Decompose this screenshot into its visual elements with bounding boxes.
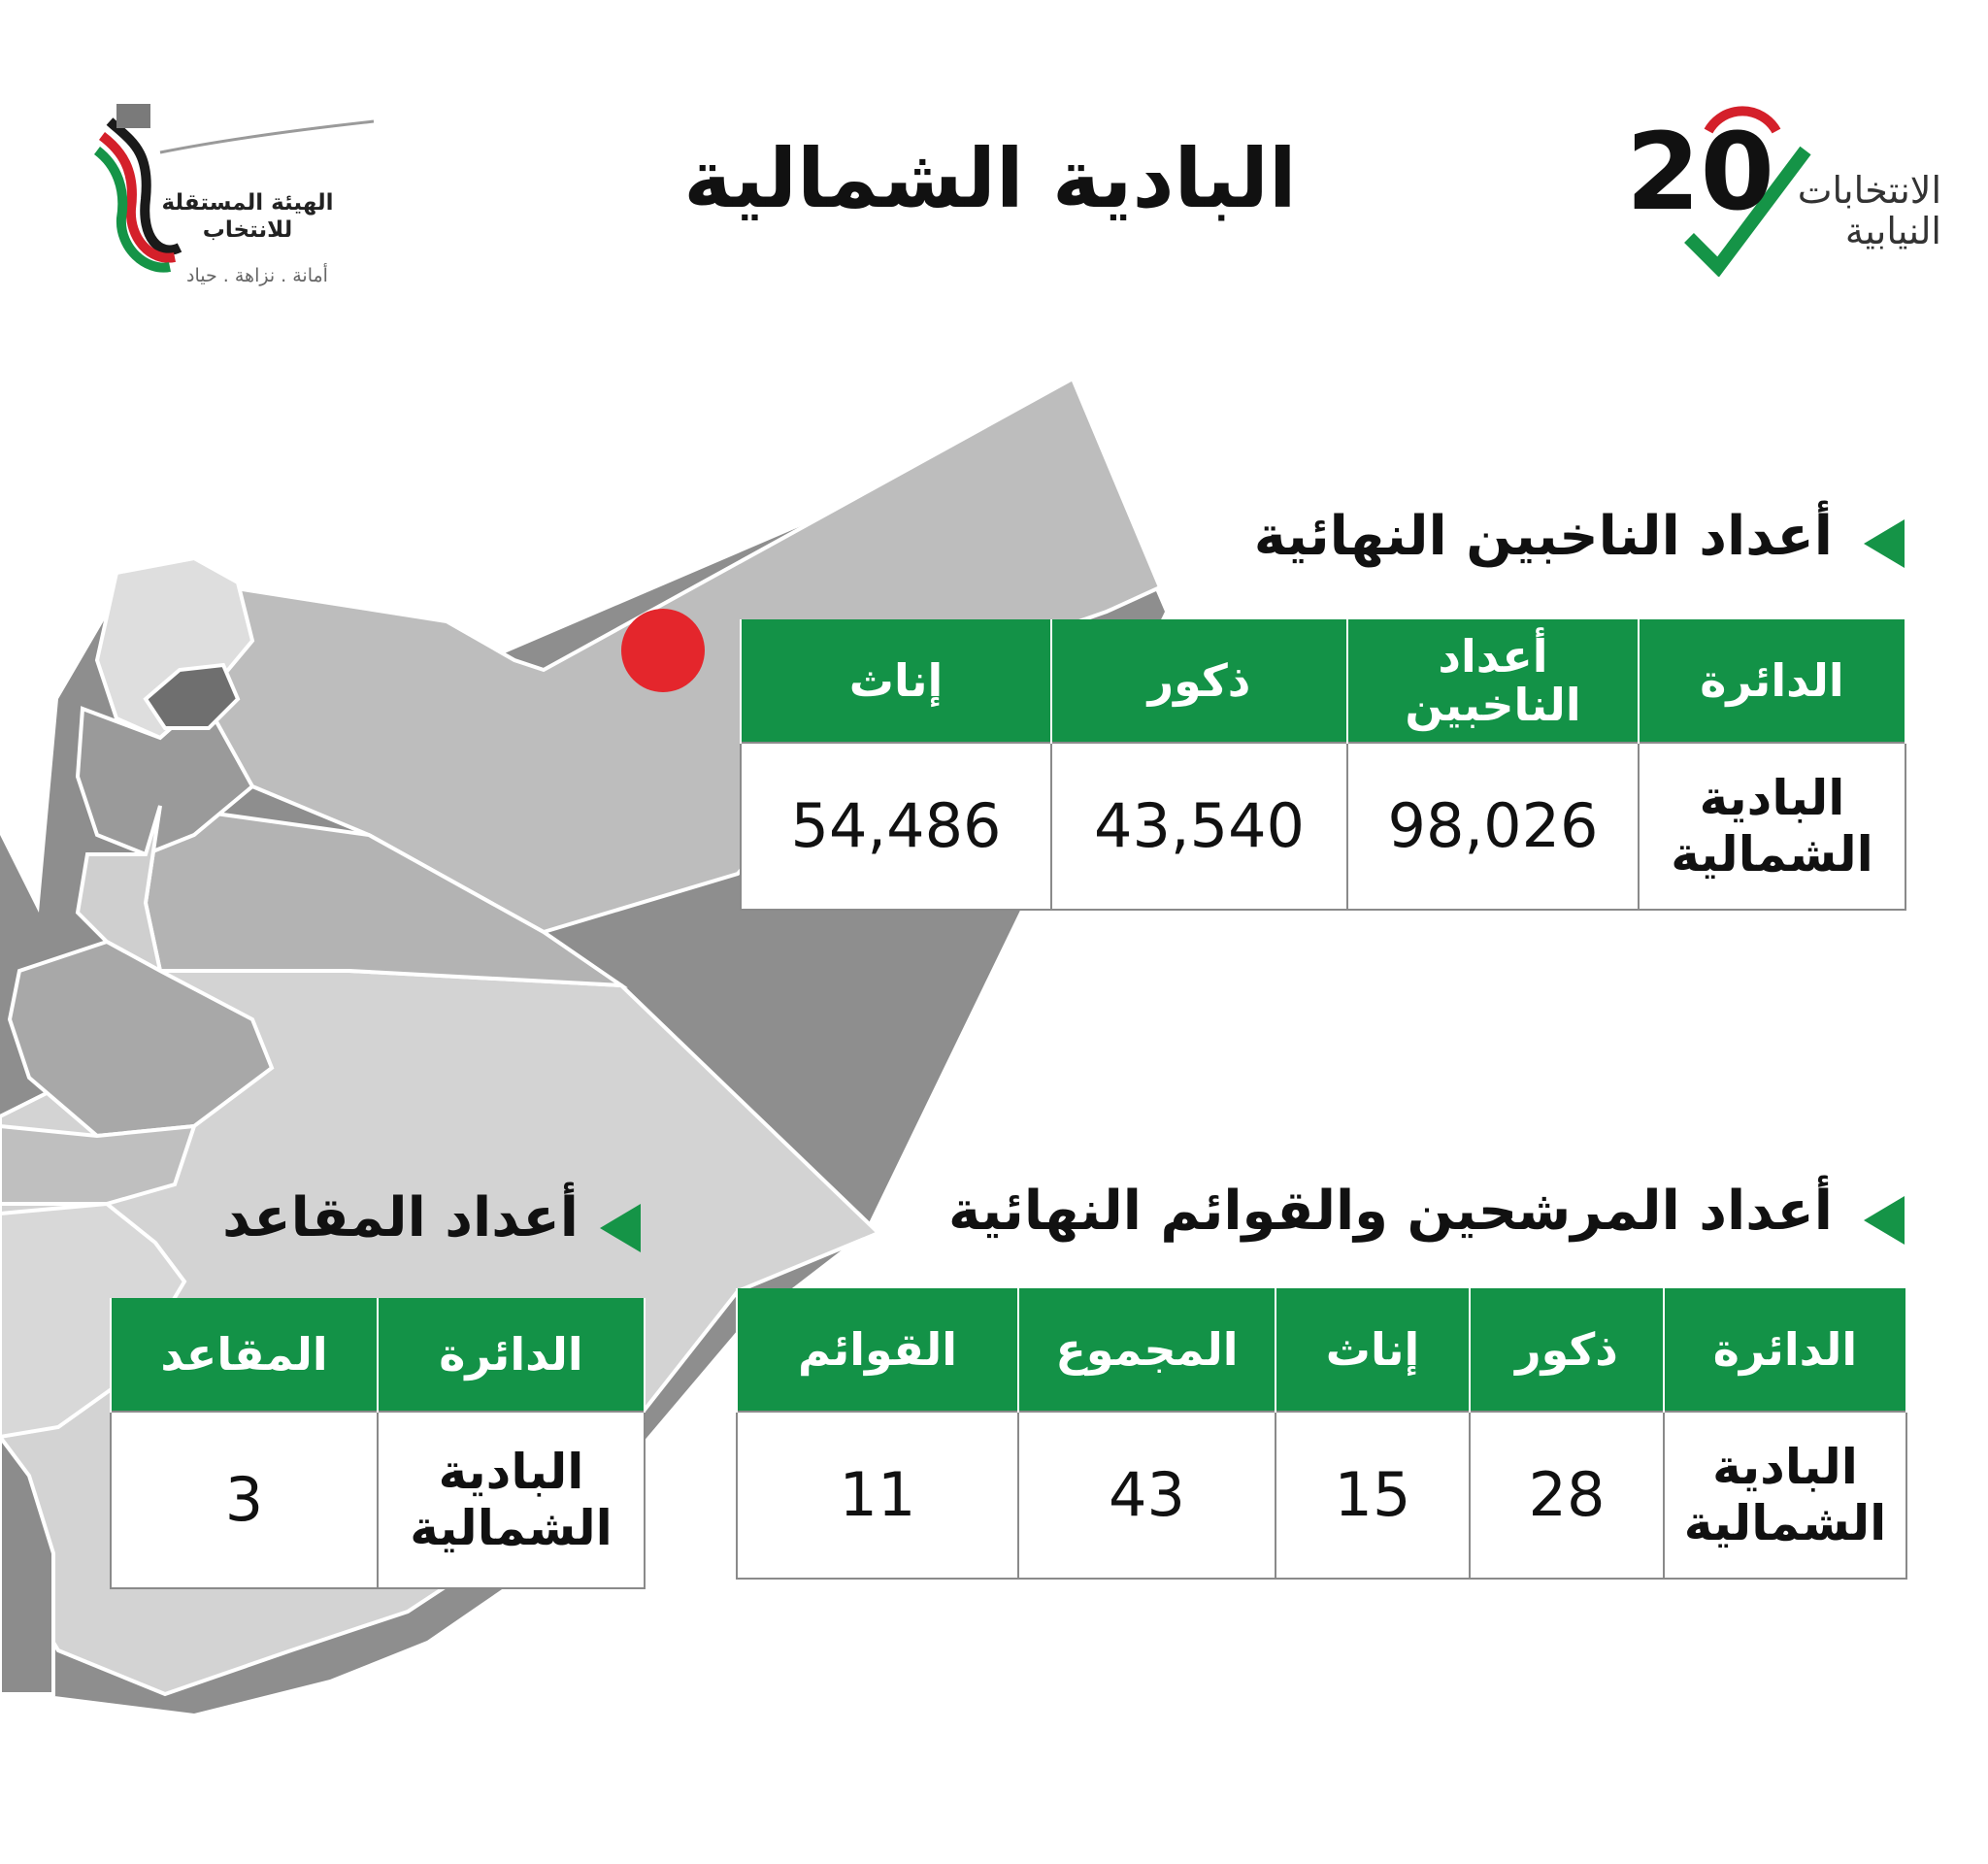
candidates-female-value: 15 (1276, 1412, 1470, 1579)
voters-col-district: الدائرة (1639, 619, 1905, 743)
iec-name: الهيئة المستقلة للانتخاب (161, 190, 334, 243)
voters-table (740, 619, 1906, 911)
candidates-header-row (737, 1288, 1906, 1412)
seats-section-title: أعداد المقاعد (222, 1186, 579, 1249)
seats-triangle-icon (600, 1204, 641, 1252)
voters-col-total: أعداد الناخبين (1347, 619, 1639, 743)
seats-table (110, 1298, 646, 1589)
voters-district-name: البادية الشمالية (1639, 743, 1905, 910)
candidates-col-female: إناث (1276, 1288, 1470, 1412)
district-location-marker (621, 609, 705, 692)
candidates-male-value: 28 (1470, 1412, 1664, 1579)
iec-motto: أمانة . نزاهة . حياد (186, 265, 328, 286)
seats-col-seats: المقاعد (111, 1298, 378, 1412)
seats-value: 3 (111, 1412, 378, 1588)
voters-col-male: ذكور (1051, 619, 1347, 743)
page-title: البادية الشمالية (683, 131, 1297, 226)
candidates-col-male: ذكور (1470, 1288, 1664, 1412)
elections-logo (1621, 92, 1941, 277)
candidates-col-district: الدائرة (1664, 1288, 1906, 1412)
voters-triangle-icon (1864, 519, 1905, 568)
seats-col-district: الدائرة (378, 1298, 645, 1412)
seats-row (111, 1412, 645, 1588)
candidates-table (736, 1288, 1907, 1580)
candidates-lists-value: 11 (737, 1412, 1018, 1579)
voters-male-value: 43,540 (1051, 743, 1347, 910)
voters-section-title: أعداد الناخبين النهائية (1253, 505, 1833, 568)
voters-header-row (741, 619, 1905, 743)
candidates-total-value: 43 (1018, 1412, 1276, 1579)
candidates-triangle-icon (1864, 1196, 1905, 1245)
voters-female-value: 54,486 (741, 743, 1051, 910)
elections-number: 20 (1626, 110, 1775, 234)
candidates-district-name: البادية الشمالية (1664, 1412, 1906, 1579)
candidates-section-title: أعداد المرشحين والقوائم النهائية (947, 1180, 1833, 1243)
candidates-row (737, 1412, 1906, 1579)
candidates-col-lists: القوائم (737, 1288, 1018, 1412)
voters-row (741, 743, 1905, 910)
candidates-col-total: المجموع (1018, 1288, 1276, 1412)
voters-total-value: 98,026 (1347, 743, 1639, 910)
seats-header-row (111, 1298, 645, 1412)
voters-col-female: إناث (741, 619, 1051, 743)
elections-text: الانتخابات النيابية (1797, 169, 1941, 252)
iec-logo (92, 92, 383, 296)
seats-district-name: البادية الشمالية (378, 1412, 645, 1588)
